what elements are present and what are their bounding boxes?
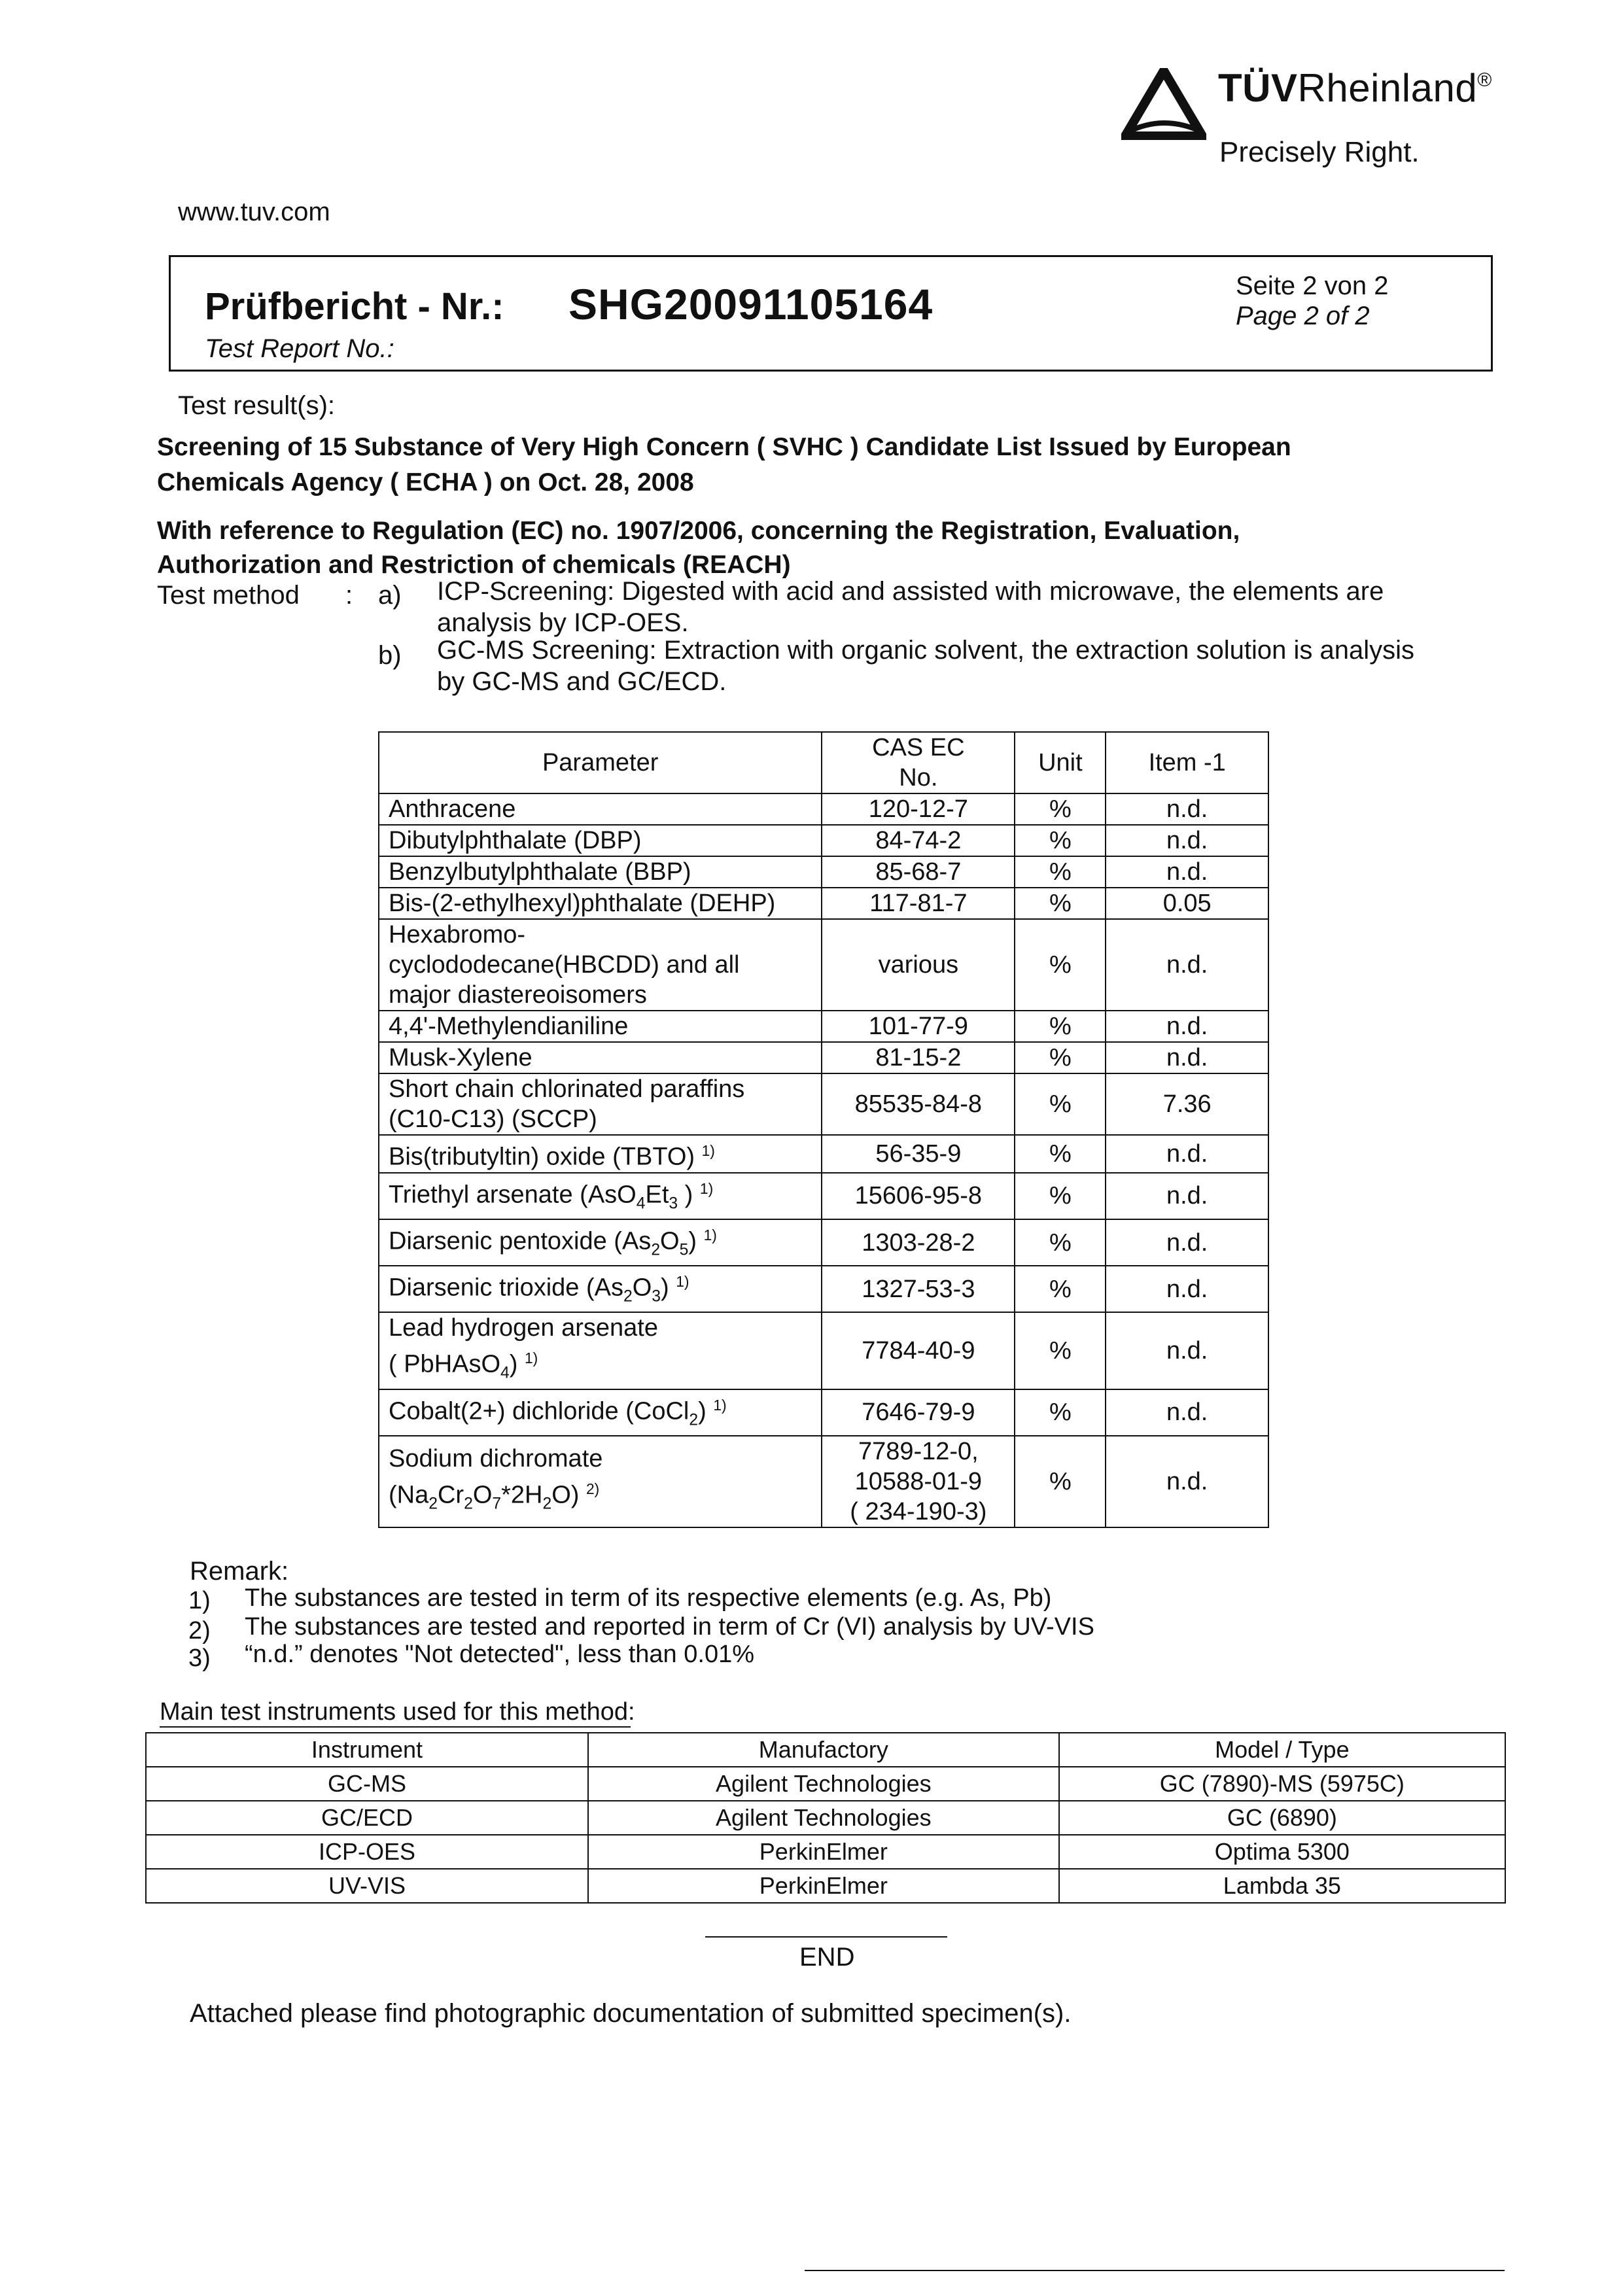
result-cell: 0.05 — [1106, 888, 1268, 919]
parameter-cell: Anthracene — [379, 793, 822, 825]
manufactory-cell: Agilent Technologies — [588, 1801, 1059, 1835]
result-cell: n.d. — [1106, 919, 1268, 1011]
table-row — [146, 1767, 1505, 1801]
formula-part: Et — [645, 1181, 669, 1209]
svhc-results-table — [378, 731, 1269, 1528]
parameter-line — [389, 1474, 812, 1519]
report-label-en: Test Report No.: — [205, 334, 394, 363]
model-cell: GC (7890)-MS (5975C) — [1059, 1767, 1505, 1801]
reference-heading-line2: Authorization and Restriction of chemicals (REACH) — [157, 551, 791, 579]
instruments-header-row — [146, 1733, 1505, 1767]
formula-part: ) — [688, 1227, 697, 1255]
brand-tagline: Precisely Right. — [1219, 136, 1420, 168]
table-row — [379, 1135, 1268, 1173]
parameter-cell — [379, 919, 822, 1011]
remark-number: 2) — [188, 1617, 211, 1644]
parameter-line: (C10-C13) (SCCP) — [389, 1105, 597, 1133]
table-row — [379, 1436, 1268, 1527]
formula-part: (Na — [389, 1481, 429, 1509]
model-cell: Lambda 35 — [1059, 1869, 1505, 1903]
formula-subscript: 2 — [623, 1287, 633, 1306]
table-row — [146, 1869, 1505, 1903]
instrument-cell: ICP-OES — [146, 1835, 588, 1869]
cas-cell: 7646-79-9 — [822, 1389, 1015, 1436]
model-cell: GC (6890) — [1059, 1801, 1505, 1835]
end-marker: END — [799, 1943, 855, 1972]
table-header-row — [379, 732, 1268, 793]
cas-line: 10588-01-9 — [854, 1467, 983, 1495]
unit-cell: % — [1015, 1042, 1106, 1073]
header-instrument: Instrument — [146, 1733, 588, 1767]
formula-subscript: 4 — [500, 1364, 510, 1382]
cas-cell: 85535-84-8 — [822, 1073, 1015, 1135]
page-number-de: Seite 2 von 2 — [1236, 271, 1389, 300]
result-cell: n.d. — [1106, 1173, 1268, 1219]
table-row — [379, 1011, 1268, 1042]
formula-subscript: 4 — [636, 1194, 646, 1212]
registered-mark: ® — [1477, 69, 1492, 91]
table-row — [379, 919, 1268, 1011]
table-row — [379, 856, 1268, 888]
instruments-table — [145, 1732, 1506, 1904]
formula-part: Triethyl arsenate (AsO — [389, 1181, 637, 1209]
cas-cell: 1327-53-3 — [822, 1266, 1015, 1312]
formula-part: Cr — [437, 1481, 464, 1509]
parameter-text: Bis(tributyltin) oxide (TBTO) — [389, 1143, 695, 1171]
parameter-cell: Musk-Xylene — [379, 1042, 822, 1073]
header-cas-line2: No. — [899, 764, 938, 791]
formula-part: Cobalt(2+) dichloride (CoCl — [389, 1397, 689, 1425]
result-cell: n.d. — [1106, 1312, 1268, 1389]
header-manufactory: Manufactory — [588, 1733, 1059, 1767]
footnote-ref: 1) — [701, 1142, 715, 1159]
attached-note: Attached please find photographic documentation of submitted specimen(s). — [190, 1999, 1072, 2028]
brand-name — [1218, 65, 1492, 111]
manufactory-cell: PerkinElmer — [588, 1869, 1059, 1903]
method-b-line1: GC-MS Screening: Extraction with organic solvent, the extraction solution is analysis — [437, 636, 1415, 665]
screening-heading-line1: Screening of 15 Substance of Very High Concern ( SVHC ) Candidate List Issued by European — [157, 433, 1291, 461]
footnote-ref: 1) — [676, 1273, 689, 1291]
result-cell: n.d. — [1106, 793, 1268, 825]
formula-part: ( PbHAsO — [389, 1351, 501, 1379]
result-cell: n.d. — [1106, 1042, 1268, 1073]
manufactory-cell: PerkinElmer — [588, 1835, 1059, 1869]
cas-cell: 120-12-7 — [822, 793, 1015, 825]
formula-subscript: 3 — [669, 1194, 678, 1212]
header-parameter: Parameter — [379, 732, 822, 793]
parameter-cell — [379, 1219, 822, 1266]
instrument-cell: UV-VIS — [146, 1869, 588, 1903]
cas-cell: 15606-95-8 — [822, 1173, 1015, 1219]
footnote-ref: 1) — [525, 1349, 538, 1367]
end-divider — [705, 1936, 947, 1938]
cas-cell: 56-35-9 — [822, 1135, 1015, 1173]
cas-cell: 7784-40-9 — [822, 1312, 1015, 1389]
unit-cell: % — [1015, 1389, 1106, 1436]
remark-number: 3) — [188, 1644, 211, 1672]
report-number-box — [169, 255, 1493, 372]
formula-part: Diarsenic trioxide (As — [389, 1274, 623, 1302]
result-cell: n.d. — [1106, 1436, 1268, 1527]
formula-part: ) — [661, 1274, 669, 1302]
table-row — [379, 825, 1268, 856]
footnote-ref: 2) — [586, 1480, 600, 1498]
parameter-line: major diastereoisomers — [389, 981, 647, 1009]
formula-subscript: 2 — [428, 1495, 438, 1513]
result-cell: n.d. — [1106, 856, 1268, 888]
tuv-logo — [1121, 63, 1533, 181]
result-cell: n.d. — [1106, 1011, 1268, 1042]
method-a-marker: a) — [378, 581, 402, 610]
tuv-triangle-icon — [1121, 68, 1206, 140]
unit-cell: % — [1015, 1073, 1106, 1135]
formula-subscript: 3 — [652, 1287, 661, 1306]
parameter-cell — [379, 1073, 822, 1135]
model-cell: Optima 5300 — [1059, 1835, 1505, 1869]
cas-cell: 85-68-7 — [822, 856, 1015, 888]
parameter-line: Sodium dichromate — [389, 1445, 603, 1473]
remark-title: Remark: — [190, 1557, 289, 1586]
table-row — [379, 1073, 1268, 1135]
report-label-de: Prüfbericht - Nr.: — [205, 285, 504, 328]
report-number: SHG20091105164 — [568, 280, 934, 328]
instruments-caption: Main test instruments used for this method: — [160, 1698, 631, 1728]
remark-text: “n.d.” denotes "Not detected", less than 0.01% — [245, 1641, 754, 1668]
parameter-line: Lead hydrogen arsenate — [389, 1314, 658, 1342]
formula-part: O) — [551, 1481, 580, 1509]
unit-cell: % — [1015, 1011, 1106, 1042]
parameter-line: cyclododecane(HBCDD) and all — [389, 951, 740, 979]
method-b-marker: b) — [378, 641, 402, 670]
formula-subscript: 2 — [542, 1495, 552, 1513]
footnote-ref: 1) — [703, 1226, 717, 1244]
formula-subscript: 7 — [492, 1495, 502, 1513]
formula-part: O — [660, 1227, 680, 1255]
header-cas-ec — [822, 732, 1015, 793]
table-row — [379, 1312, 1268, 1389]
formula-subscript: 2 — [689, 1410, 699, 1429]
footnote-ref: 1) — [699, 1179, 714, 1197]
method-a-line2: analysis by ICP-OES. — [437, 608, 689, 637]
remark-number: 1) — [188, 1587, 211, 1614]
parameter-cell — [379, 1436, 822, 1527]
parameter-line: Short chain chlorinated paraffins — [389, 1075, 745, 1103]
unit-cell: % — [1015, 1436, 1106, 1527]
header-cas-line1: CAS EC — [872, 734, 965, 761]
header-unit: Unit — [1015, 732, 1106, 793]
table-row — [379, 888, 1268, 919]
table-row — [379, 793, 1268, 825]
footer-divider — [805, 2270, 1505, 2271]
unit-cell: % — [1015, 1219, 1106, 1266]
cas-line: 7789-12-0, — [858, 1437, 979, 1465]
instrument-cell: GC/ECD — [146, 1801, 588, 1835]
cas-cell — [822, 1436, 1015, 1527]
cas-cell: 101-77-9 — [822, 1011, 1015, 1042]
parameter-cell — [379, 1312, 822, 1389]
result-cell: n.d. — [1106, 1135, 1268, 1173]
formula-part: ) — [698, 1397, 707, 1425]
header-model: Model / Type — [1059, 1733, 1505, 1767]
parameter-cell — [379, 1389, 822, 1436]
formula-part: ) — [509, 1351, 518, 1379]
formula-part: *2H — [501, 1481, 543, 1509]
table-row — [379, 1219, 1268, 1266]
formula-subscript: 2 — [464, 1495, 473, 1513]
result-cell: n.d. — [1106, 1389, 1268, 1436]
parameter-cell: Benzylbutylphthalate (BBP) — [379, 856, 822, 888]
unit-cell: % — [1015, 1135, 1106, 1173]
test-results-label: Test result(s): — [178, 391, 336, 420]
brand-bold: TÜV — [1218, 66, 1298, 110]
formula-part: Diarsenic pentoxide (As — [389, 1227, 652, 1255]
footnote-ref: 1) — [713, 1396, 727, 1414]
test-method-label: Test method — [157, 581, 300, 610]
instrument-cell: GC-MS — [146, 1767, 588, 1801]
page-number-en: Page 2 of 2 — [1236, 302, 1370, 330]
remark-text: The substances are tested and reported in term of Cr (VI) analysis by UV-VIS — [245, 1613, 1094, 1641]
table-row — [379, 1266, 1268, 1312]
screening-heading-line2: Chemicals Agency ( ECHA ) on Oct. 28, 2008 — [157, 468, 694, 496]
unit-cell: % — [1015, 1312, 1106, 1389]
cas-line: ( 234-190-3) — [850, 1497, 987, 1525]
parameter-cell: Bis-(2-ethylhexyl)phthalate (DEHP) — [379, 888, 822, 919]
formula-subscript: 5 — [679, 1241, 689, 1259]
result-cell: n.d. — [1106, 1219, 1268, 1266]
parameter-cell: 4,4'-Methylendianiline — [379, 1011, 822, 1042]
unit-cell: % — [1015, 793, 1106, 825]
table-row — [379, 1389, 1268, 1436]
manufactory-cell: Agilent Technologies — [588, 1767, 1059, 1801]
cas-cell: 84-74-2 — [822, 825, 1015, 856]
header-item: Item -1 — [1106, 732, 1268, 793]
unit-cell: % — [1015, 856, 1106, 888]
cas-cell: 81-15-2 — [822, 1042, 1015, 1073]
formula-part: O — [472, 1481, 493, 1509]
cas-cell: 117-81-7 — [822, 888, 1015, 919]
result-cell: 7.36 — [1106, 1073, 1268, 1135]
parameter-line — [389, 1343, 812, 1388]
table-row — [379, 1042, 1268, 1073]
parameter-cell: Dibutylphthalate (DBP) — [379, 825, 822, 856]
unit-cell: % — [1015, 1266, 1106, 1312]
formula-part: O — [632, 1274, 652, 1302]
unit-cell: % — [1015, 825, 1106, 856]
remark-text: The substances are tested in term of its respective elements (e.g. As, Pb) — [245, 1584, 1052, 1612]
reference-heading-line1: With reference to Regulation (EC) no. 1907/2006, concerning the Registration, Evaluation, — [157, 517, 1240, 545]
table-row — [146, 1801, 1505, 1835]
parameter-cell — [379, 1266, 822, 1312]
formula-subscript: 2 — [651, 1241, 661, 1259]
unit-cell: % — [1015, 919, 1106, 1011]
unit-cell: % — [1015, 1173, 1106, 1219]
test-method-colon: : — [345, 581, 353, 610]
brand-rest: Rheinland — [1297, 66, 1478, 110]
parameter-cell — [379, 1173, 822, 1219]
website-link[interactable]: www.tuv.com — [178, 198, 330, 226]
table-row — [146, 1835, 1505, 1869]
result-cell: n.d. — [1106, 1266, 1268, 1312]
method-b-line2: by GC-MS and GC/ECD. — [437, 667, 727, 696]
table-row — [379, 1173, 1268, 1219]
cas-cell: various — [822, 919, 1015, 1011]
cas-cell: 1303-28-2 — [822, 1219, 1015, 1266]
parameter-cell — [379, 1135, 822, 1173]
result-cell: n.d. — [1106, 825, 1268, 856]
unit-cell: % — [1015, 888, 1106, 919]
method-a-line1: ICP-Screening: Digested with acid and assisted with microwave, the elements are — [437, 577, 1384, 606]
parameter-line: Hexabromo- — [389, 921, 526, 948]
formula-part: ) — [678, 1181, 693, 1209]
